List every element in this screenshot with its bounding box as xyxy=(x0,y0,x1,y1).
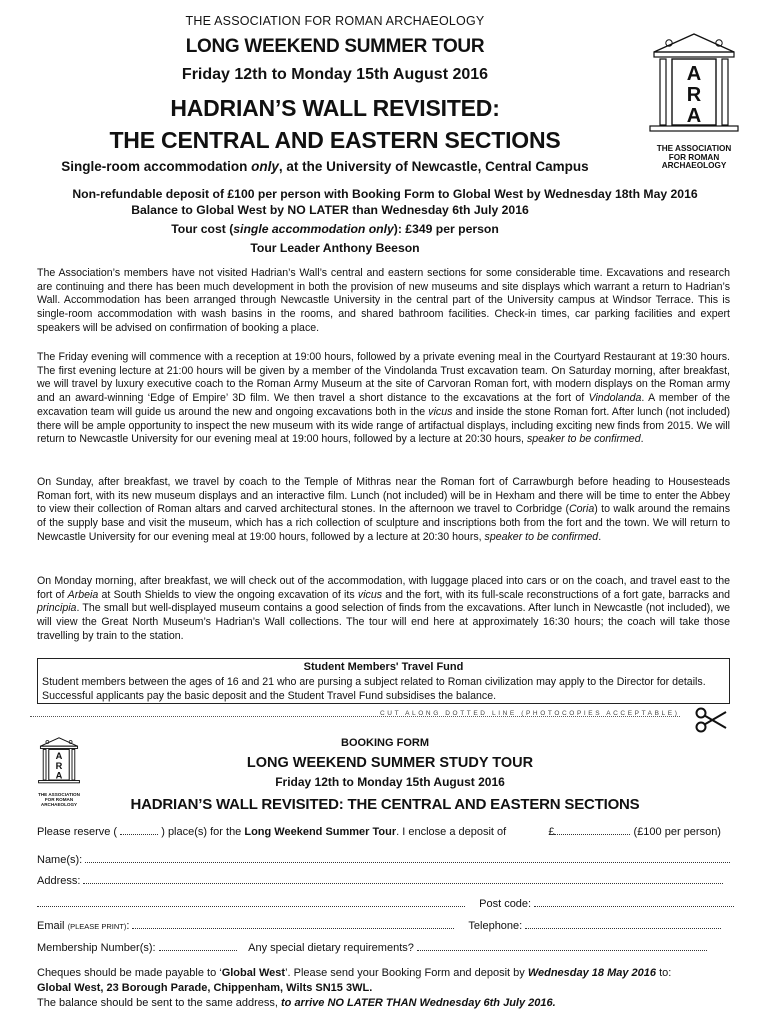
text-run-italic: Coria xyxy=(568,503,595,516)
email-row xyxy=(37,917,737,933)
text-run-bold-italic: Wednesday 18 May 2016 xyxy=(527,967,657,979)
paragraph-monday xyxy=(37,575,730,644)
cheques-line-1 xyxy=(37,966,737,981)
postcode-field[interactable] xyxy=(534,895,734,907)
text-run: to: xyxy=(656,967,672,979)
tour-title: LONG WEEKEND SUMMER TOUR xyxy=(185,36,485,57)
cut-label: CUT ALONG DOTTED LINE (PHOTOCOPIES ACCEPTABLE) xyxy=(380,710,680,717)
dietary-label: Any special dietary requirements? xyxy=(248,942,414,954)
text-run: . A member of the excavation team will guide us around the new and ongoing excavations both in the xyxy=(37,392,731,418)
email-note: (PLEASE PRINT) xyxy=(67,922,127,931)
text-run: The Friday evening will commence with a reception at 19:00 hours, followed by a private evening meal in the Courtyard Restaurant at 19:30 hours. The first evening lecture at 21:00 hours will be given by a member of the Vindolanda Trust excavation team. On Saturday morning, after breakfast, we will travel by luxury executive coach to the Roman Army Museum at the site of Carvoran Roman fort, with modern displays on the Roman army and an award-winning ‘Edge of Empire’ 3D film. We then travel a short distance to the excavations at the fort of xyxy=(37,351,730,405)
names-label: Name(s): xyxy=(37,854,83,866)
logo-caption-line: ARCHAEOLOGY xyxy=(661,161,727,170)
email-label: Email xyxy=(37,920,65,932)
logo-letter: A xyxy=(55,751,63,762)
logo-letter: R xyxy=(686,84,702,106)
logo-letter: A xyxy=(686,63,702,85)
text-run-bold-italic: to arrive NO LATER THAN Wednesday 6th July 2016. xyxy=(281,997,556,1009)
cost-pre: Tour cost ( xyxy=(171,222,234,236)
balance-line: Balance to Global West by NO LATER than Wednesday 6th July 2016 xyxy=(131,203,529,217)
text-run-italic: Vindolanda xyxy=(588,392,642,405)
tour-leader-line: Tour Leader Anthony Beeson xyxy=(250,241,420,255)
text-run: On Sunday, after breakfast, we travel by coach to the Temple of Mithras near the Roman fort of Carrawburgh before heading to Housesteads Roman fort, with its new museum displays and an interactive film. Lunch (not included) will be in Hexham and there will be time to enter the Abbey to view their collection of Roman altars and carved architectural stones. In the afternoon we travel to Corbridge ( xyxy=(37,476,730,516)
email-field[interactable] xyxy=(132,917,454,929)
paragraph-intro: The Association’s members have not visited Hadrian’s Wall’s central and eastern sections for some considerable time. Excavations and research are continuing and there has been much development in both the provision of new museums and site displays which warrant a return to Hadrian’s Wall. Accommodation has been arranged through Newcastle University in the central part of the University campus at Windsor Terrace. This is single-room accommodation with wash basins in the rooms, and shared bathroom facilities. Check-in times, car parking facilities and expert speakers will be advised on confirmation of booking a place. xyxy=(37,267,730,334)
logo-caption-line: FOR ROMAN xyxy=(668,152,720,162)
dietary-field[interactable] xyxy=(417,939,707,951)
text-run-italic: speaker to be confirmed xyxy=(526,433,641,446)
text-run: The balance should be sent to the same address, xyxy=(37,997,281,1009)
temple-logo-icon xyxy=(648,28,740,140)
telephone-label: Telephone: xyxy=(468,920,523,932)
cost-emphasis: single accommodation only xyxy=(233,222,394,236)
accommodation-line xyxy=(20,159,630,174)
reserve-label-bold: Long Weekend Summer Tour xyxy=(244,826,397,838)
accommodation-emphasis: only xyxy=(251,159,279,174)
reserve-label-post: . I enclose a deposit of xyxy=(396,826,507,838)
student-travel-fund-box xyxy=(37,658,730,704)
text-run: Cheques should be made payable to ‘ xyxy=(37,967,222,979)
booking-form-title: BOOKING FORM xyxy=(341,737,429,749)
text-run: . xyxy=(598,530,602,543)
scissors-icon xyxy=(694,706,728,734)
telephone-field[interactable] xyxy=(525,917,721,929)
logo-letter: A xyxy=(686,105,702,127)
address-field-2[interactable] xyxy=(37,895,465,907)
text-run-bold: Global West xyxy=(221,967,286,979)
logo-letter: A xyxy=(55,770,63,781)
accommodation-pre: Single-room accommodation xyxy=(61,159,252,174)
text-run: and the fort, with its full-scale reconstructions of a fort gate, barracks and xyxy=(382,588,730,601)
currency-symbol: £ xyxy=(548,826,555,838)
cheques-line-3 xyxy=(37,996,737,1011)
paragraph-sunday xyxy=(37,476,730,545)
reserve-label-pre: Please reserve ( xyxy=(37,826,118,838)
membership-label: Membership Number(s): xyxy=(37,942,156,954)
ara-logo-large xyxy=(648,28,740,170)
text-run-italic: vicus xyxy=(357,588,383,601)
places-field[interactable] xyxy=(120,823,158,835)
text-run: ) to walk around the remains of the supply base and visit the museum, which has a rich collection of sculpture and inscriptions both from the fort and the town. We will return to Newcastle University for our evening meal at 19:00 hours, followed by a lecture at 20:30 hours, xyxy=(37,503,730,543)
text-run-italic: vicus xyxy=(428,405,453,418)
ara-logo-small xyxy=(33,735,85,805)
text-run: . xyxy=(640,433,644,446)
fund-title: Student Members' Travel Fund xyxy=(303,661,464,673)
names-row xyxy=(37,851,737,867)
address-field[interactable] xyxy=(83,872,723,884)
association-header: THE ASSOCIATION FOR ROMAN ARCHAEOLOGY xyxy=(185,14,485,28)
booking-main-title: HADRIAN’S WALL REVISITED: THE CENTRAL AND EASTERN SECTIONS xyxy=(130,796,640,813)
accommodation-post: , at the University of Newcastle, Central Campus xyxy=(278,159,589,174)
tour-dates: Friday 12th to Monday 15th August 2016 xyxy=(181,66,489,83)
booking-tour-title: LONG WEEKEND SUMMER STUDY TOUR xyxy=(246,755,534,771)
text-run-italic: principia xyxy=(37,602,77,615)
address-row xyxy=(37,872,737,888)
text-run: and inside the stone Roman fort. After lunch (not included) there will be ample opportunity to inspect the new museum with its wide range of artifactual displays, including exciting new finds from 2015. We will return to Newcastle University for our evening meal at 19:00 hours, followed by a lecture at 20:30 hours, xyxy=(37,405,730,446)
main-title-line-1: HADRIAN’S WALL REVISITED: xyxy=(170,95,500,121)
deposit-note: (£100 per person) xyxy=(633,826,721,838)
text-run-italic: speaker to be confirmed xyxy=(484,530,599,543)
deposit-line: Non-refundable deposit of £100 per person with Booking Form to Global West by Wednesday 18th May 2016 xyxy=(72,187,698,201)
membership-field[interactable] xyxy=(159,939,237,951)
logo-caption-line: THE ASSOCIATION xyxy=(38,792,80,797)
temple-logo-icon xyxy=(33,735,85,787)
cheques-address: Global West, 23 Borough Parade, Chippenham, Wilts SN15 3WL. xyxy=(37,982,373,994)
booking-tour-dates: Friday 12th to Monday 15th August 2016 xyxy=(275,775,505,789)
postcode-label: Post code: xyxy=(479,898,532,910)
text-run: ’. Please send your Booking Form and deposit by xyxy=(285,967,528,979)
logo-letter: R xyxy=(55,760,63,771)
postcode-row xyxy=(37,895,737,911)
email-colon: : xyxy=(126,920,130,932)
main-title-line-2: THE CENTRAL AND EASTERN SECTIONS xyxy=(109,127,561,153)
names-field[interactable] xyxy=(85,851,730,863)
text-run: On Monday morning, after breakfast, we will check out of the accommodation, with luggage placed into cars or on the coach, and travel east to the fort of xyxy=(37,575,730,601)
cost-post: ): £349 per person xyxy=(393,222,499,236)
text-run: at South Shields to view the ongoing excavation of its xyxy=(98,588,358,601)
address-label: Address: xyxy=(37,875,81,887)
logo-caption-line: FOR ROMAN xyxy=(44,797,74,802)
deposit-amount-field[interactable] xyxy=(554,823,630,835)
logo-caption-line: ARCHAEOLOGY xyxy=(40,802,78,807)
logo-caption xyxy=(648,145,740,171)
logo-caption-line: THE ASSOCIATION xyxy=(656,144,732,153)
text-run-italic: Arbeia xyxy=(67,588,99,601)
text-run: . The small but well-displayed museum contains a good selection of finds from the excavations. After lunch in Newcastle (not included), we will view the Great North Museum’s Hadrian’s Wall collections. The tour will end here at approximately 16:30 hours; the coach will take those travelling by train to the station. xyxy=(37,602,730,642)
fund-text: Student members between the ages of 16 and 21 who are pursing a subject related to Roman civilization may apply to the Director for details. Successful applicants pay the basic deposit and the Student Travel Fund subsidises the balance. xyxy=(42,676,706,702)
membership-row xyxy=(37,939,737,955)
paragraph-friday-saturday xyxy=(37,351,730,447)
reserve-row xyxy=(37,823,737,839)
reserve-label-mid: ) place(s) for the xyxy=(161,826,245,838)
tour-cost-line xyxy=(20,222,650,236)
